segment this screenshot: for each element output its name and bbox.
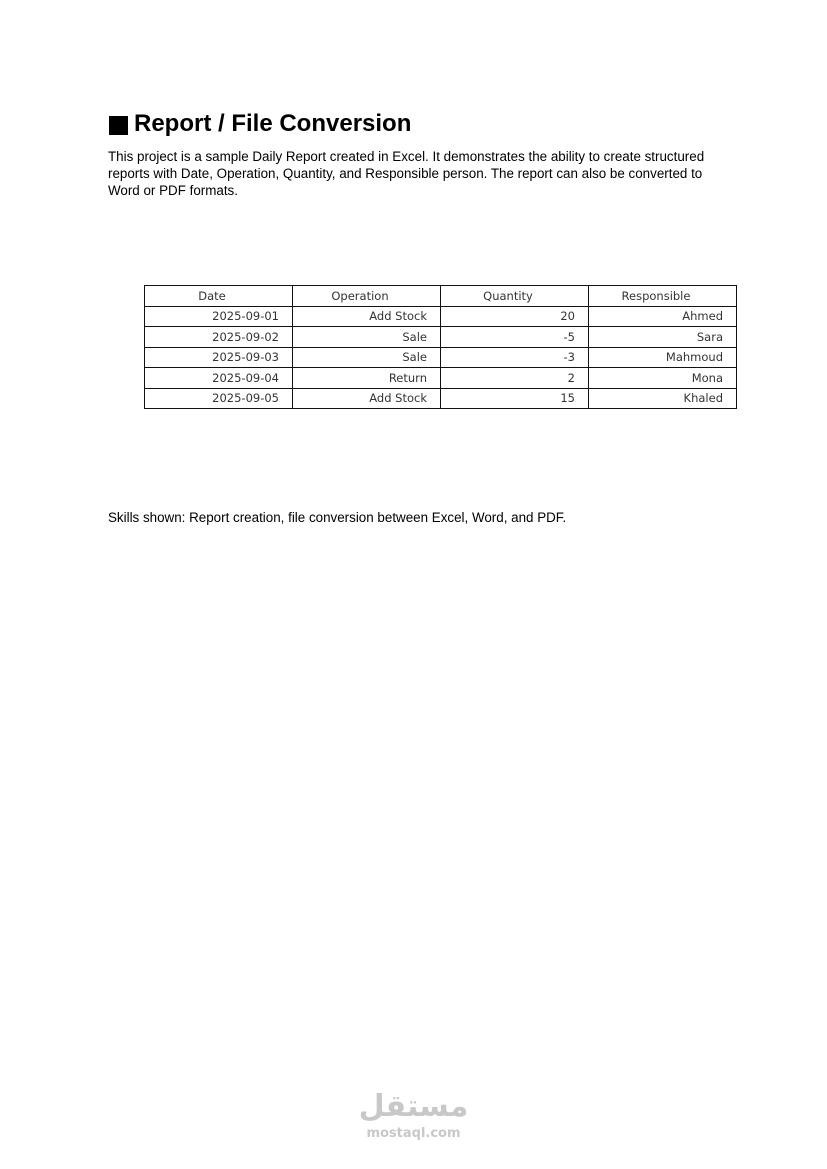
cell-quantity: 2 bbox=[441, 368, 589, 389]
cell-quantity: 15 bbox=[441, 388, 589, 409]
square-bullet-icon bbox=[109, 116, 128, 135]
cell-quantity: -3 bbox=[441, 347, 589, 368]
header-responsible: Responsible bbox=[589, 286, 737, 307]
cell-responsible: Ahmed bbox=[589, 306, 737, 327]
report-heading bbox=[109, 110, 411, 138]
cell-date: 2025-09-02 bbox=[145, 327, 293, 348]
cell-responsible: Sara bbox=[589, 327, 737, 348]
table-row bbox=[145, 388, 737, 409]
cell-operation: Return bbox=[293, 368, 441, 389]
cell-date: 2025-09-01 bbox=[145, 306, 293, 327]
cell-operation: Sale bbox=[293, 327, 441, 348]
table-row bbox=[145, 368, 737, 389]
intro-paragraph: This project is a sample Daily Report created in Excel. It demonstrates the ability to create structured reports with Date, Operation, Quantity, and Responsible person. The report can also be converted to Word or PDF formats. bbox=[108, 149, 705, 198]
table-header-row bbox=[145, 286, 737, 307]
skills-paragraph: Skills shown: Report creation, file conversion between Excel, Word, and PDF. bbox=[108, 510, 567, 525]
cell-responsible: Mona bbox=[589, 368, 737, 389]
header-quantity: Quantity bbox=[441, 286, 589, 307]
cell-date: 2025-09-04 bbox=[145, 368, 293, 389]
table-row bbox=[145, 306, 737, 327]
cell-operation: Add Stock bbox=[293, 306, 441, 327]
cell-quantity: 20 bbox=[441, 306, 589, 327]
watermark-domain: mostaql.com bbox=[366, 1126, 461, 1141]
cell-quantity: -5 bbox=[441, 327, 589, 348]
table-row bbox=[145, 327, 737, 348]
watermark-arabic-logo: مستقل bbox=[358, 1089, 469, 1124]
cell-operation: Sale bbox=[293, 347, 441, 368]
cell-responsible: Mahmoud bbox=[589, 347, 737, 368]
mostaql-watermark bbox=[0, 1090, 827, 1142]
cell-date: 2025-09-03 bbox=[145, 347, 293, 368]
header-date: Date bbox=[145, 286, 293, 307]
header-operation: Operation bbox=[293, 286, 441, 307]
table-row bbox=[145, 347, 737, 368]
cell-responsible: Khaled bbox=[589, 388, 737, 409]
daily-report-table bbox=[144, 285, 737, 409]
report-title: Report / File Conversion bbox=[134, 110, 412, 137]
cell-operation: Add Stock bbox=[293, 388, 441, 409]
cell-date: 2025-09-05 bbox=[145, 388, 293, 409]
